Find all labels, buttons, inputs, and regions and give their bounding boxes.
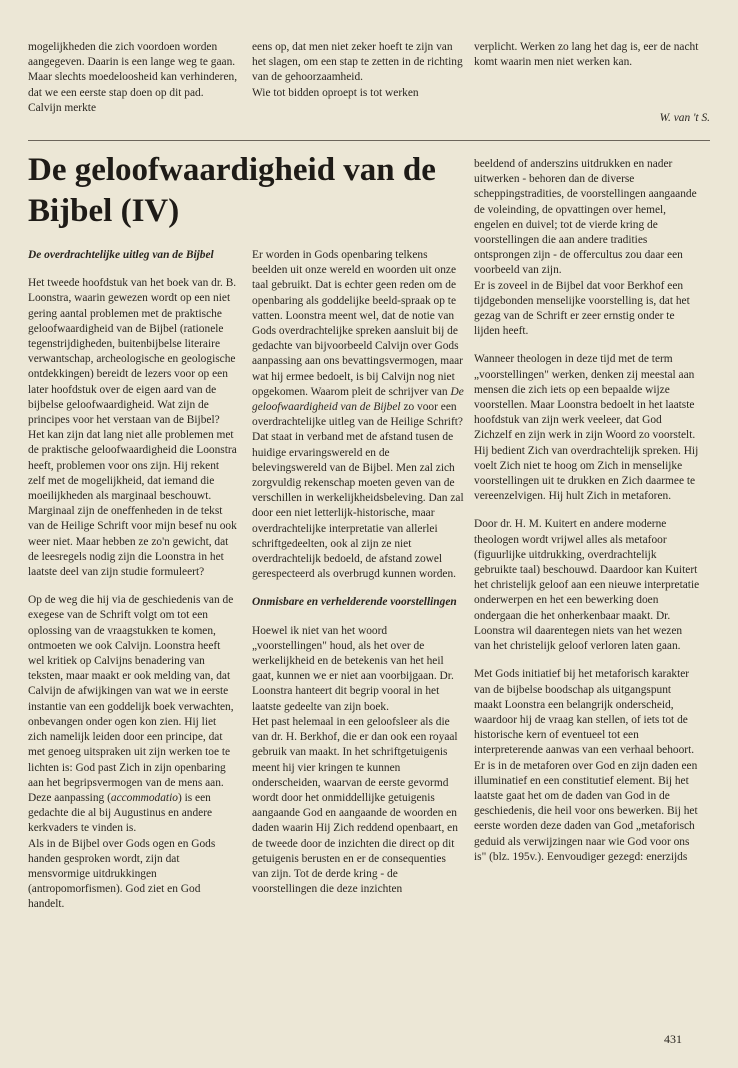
paragraph: Het past helemaal in een geloofsleer als die van dr. H. Berkhof, die er dan ook een royaal gebruik van maakt. In het schriftgetuigenis meent hij vier kringen te kunnen onderscheiden, waarvan de eerste gevormd wordt door het onmiddellijke getuigenis aangaande God en aangaande de woorden en daden waarin Hij Zich reddend openbaart, en de tweede door de inzichten die direct op dit getuigenis berusten en er de consequenties van zijn. Tot de derde kring - de voorstellingen die deze inzichten [252, 715, 458, 896]
text-run: Er worden in Gods openbaring telkens beelden uit onze wereld en woorden uit onze taal gebruikt. Dat is echter geen reden om de openbaring als goddelijke beeld-spraak op te vatten. Loonstra meent wel, dat de notie van Gods overdrachtelijke spreken aansluit bij de gedachte van bijvoorbeeld Calvijn over Gods aanpassing aan ons bevattingsvermogen, maar wat hij ermee bedoelt, is bij Calvijn nog niet opgekomen. Waarom pleit de schrijver van [252, 249, 463, 398]
paragraph [252, 248, 464, 582]
article-column-3 [474, 157, 700, 878]
author-signature: W. van 't S. [659, 112, 710, 124]
paragraph: beeldend of anderszins uitdrukken en nader uitwerken - behoren dan de diverse scheppingstradities, de voorstellingen aangaande de voleinding, de opvattingen over hemel, engelen en duivel; tot de vierde kring de voorstellingen die aan andere tradities ontsprongen zijn - de offercultus zou daar een voorbeeld van zijn. [474, 158, 697, 277]
top-text-3: verplicht. Werken zo lang het dag is, eer de nacht komt waarin men niet werken kan. [474, 41, 699, 69]
paragraph: Hoewel ik niet van het woord „voorstellingen" houd, als het over de werkelijkheid en de betekenis van het heil gaat, kunnen we er niet aan voorbijgaan. Dr. Loonstra hanteert dit begrip vooral in het laatste gedeelte van zijn boek. [252, 624, 454, 713]
article-column-1 [28, 248, 238, 926]
top-column-2 [252, 40, 464, 101]
text-run: Op de weg die hij via de geschiedenis van de exegese van de Schrift volgt om tot een oplossing van de vraagstukken te komen, ontmoeten we ook Calvijn. Loonstra heeft wel kritiek op Calvijns benadering van teksten, maar maakt er ook melding van, dat Calvijn de afwijkingen van wat we in eerste instantie van een goddelijk boek verwachten, onbevangen onder ogen kon zien. Hij liet zich namelijk leiden door een principe, dat met genoeg uitspraken uit zijn werken toe te lichten is: God past Zich in zijn openbaring aan het begripsvermogen van de mens aan. Deze aanpassing ( [28, 594, 234, 804]
subheading-1: De overdrachtelijke uitleg van de Bijbel [28, 249, 214, 261]
italic-book-title: De geloofwaardigheid van de Bijbel [252, 385, 464, 414]
top-column-1 [28, 40, 238, 116]
paragraph: Met Gods initiatief bij het metaforisch karakter van de bijbelse boodschap als uitgangspunt maakt Loonstra een belangrijk onderscheid, waardoor hij de vraag kan stellen, of iets tot de historische kern of eventueel tot een interpreterende aanwas van een verhaal behoort. Er is in de metaforen over God en zijn daden een illuminatief en een constitutief element. Bij het laatste gaat het om de daden van God in de geschiedenis, die heil voor ons bewerken. Bij het eerste worden deze daden van God „metaforisch geduid als verwijzingen naar wie God voor ons is" (blz. 195v.). Eenvoudiger gezegd: enerzijds [474, 668, 698, 863]
top-text-2a: eens op, dat men niet zeker hoeft te zijn van het slagen, om een stap te zetten in de richting van de gehoorzaamheid. [252, 41, 463, 84]
paragraph: Wanneer theologen in deze tijd met de term „voorstellingen" werken, denken zij meestal aan mensen die zich iets op een bepaalde wijze voorstellen. Maar Loonstra bedoelt in het laatste hoofdstuk van zijn werk veeleer, dat God Zichzelf en zijn werk in zijn Woord zo voorstelt. Hij bedient Zich van overdrachtelijk spreken. Hij voelt Zich niet te hoog om Zich in menselijke voorstellingen uit te drukken en Zich daarmee te vereenzelvigen. Hij hult Zich in metaforen. [474, 353, 699, 503]
italic-term: accommodatio [110, 791, 178, 804]
article-column-2 [252, 248, 464, 910]
top-text-2b: Wie tot bidden oproept is tot werken [252, 86, 419, 99]
paragraph: Het kan zijn dat lang niet alle problemen met de praktische geloofwaardigheid die Loonstra heeft, problemen voor ons zijn. Hij rekent zelf met de mogelijkheid, dat iemand die moeilijkheden als marginaal beschouwt. Marginaal zijn de oneffenheden in de tekst van de Heilige Schrift voor mijn besef nu ook weer niet. Maar hebben ze zo'n gewicht, dat de leesregels nodig zijn die Loonstra in het laatste deel van zijn studie formuleert? [28, 429, 237, 579]
text-run: ) is een gedachte die al bij Augustinus en andere kerkvaders te vinden is. [28, 791, 213, 835]
top-column-3 [474, 40, 700, 70]
subheading-2: Onmisbare en verhelderende voorstellingen [252, 596, 457, 609]
top-text-1: mogelijkheden die zich voordoen worden aangegeven. Daarin is een lange weg te gaan. Maar slechts moedeloosheid kan verhinderen, dat we een eerste stap doen op dit pad. Calvijn merkte [28, 41, 238, 114]
section-divider [28, 140, 710, 141]
paragraph: Het tweede hoofdstuk van het boek van dr. B. Loonstra, waarin gewezen wordt op een niet gering aantal problemen met de praktische geloofwaardigheid van de Bijbel (rationele tegenstrijdigheden, buitenbijbelse literaire verwantschap, archeologische en geologische ontdekkingen) bereidt de lezers voor op een later hoofdstuk over de eigen aard van de bijbelse geloofwaardigheid. Wat zijn de principes voor het verstaan van de Bijbel? [28, 277, 237, 427]
article-title: De geloofwaardigheid van de Bijbel (IV) [28, 152, 436, 229]
page-number: 431 [664, 1032, 682, 1046]
paragraph: Als in de Bijbel over Gods ogen en Gods handen gesproken wordt, zijn dat mensvormige uitdrukkingen (antropomorfismen). God ziet en God handelt. [28, 837, 216, 911]
text-run: zo voor een overdrachtelijke uitleg van de Heilige Schrift? Dat staat in verband met de afstand tusen de huidige ervaringswereld en de belevingswereld van de Bijbel. Men zal zich zorgvuldig rekenschap moeten geven van de verschillen in werkelijkheidsbeleving. Dan zal door een niet letterlijk-historische, maar overdrachtelijke interpretatie van allerlei schriftgedeelten, ook al zijn ze niet overdrachtelijk bedoeld, de afstand zowel gerespecteerd als overbrugd kunnen worden. [252, 401, 464, 581]
paragraph [28, 593, 238, 836]
paragraph: Er is zoveel in de Bijbel dat voor Berkhof een tijdgebonden menselijke voorstelling is, dat het gezag van de Schrift er zeer ernstig onder te lijden heeft. [474, 279, 690, 338]
paragraph: Door dr. H. M. Kuitert en andere moderne theologen wordt vrijwel alles als metafoor (figuurlijke uitdrukking, overdrachtelijk gebruikte taal) beschouwd. Daardoor kan Kuitert het christelijk geloof aan een nieuwe interpretatie onderwerpen en het een bewerking doen ondergaan die het onherkenbaar maakt. Dr. Loonstra wil daarentegen niets van het wezen van het christelijk geloof verloren laten gaan. [474, 518, 700, 653]
